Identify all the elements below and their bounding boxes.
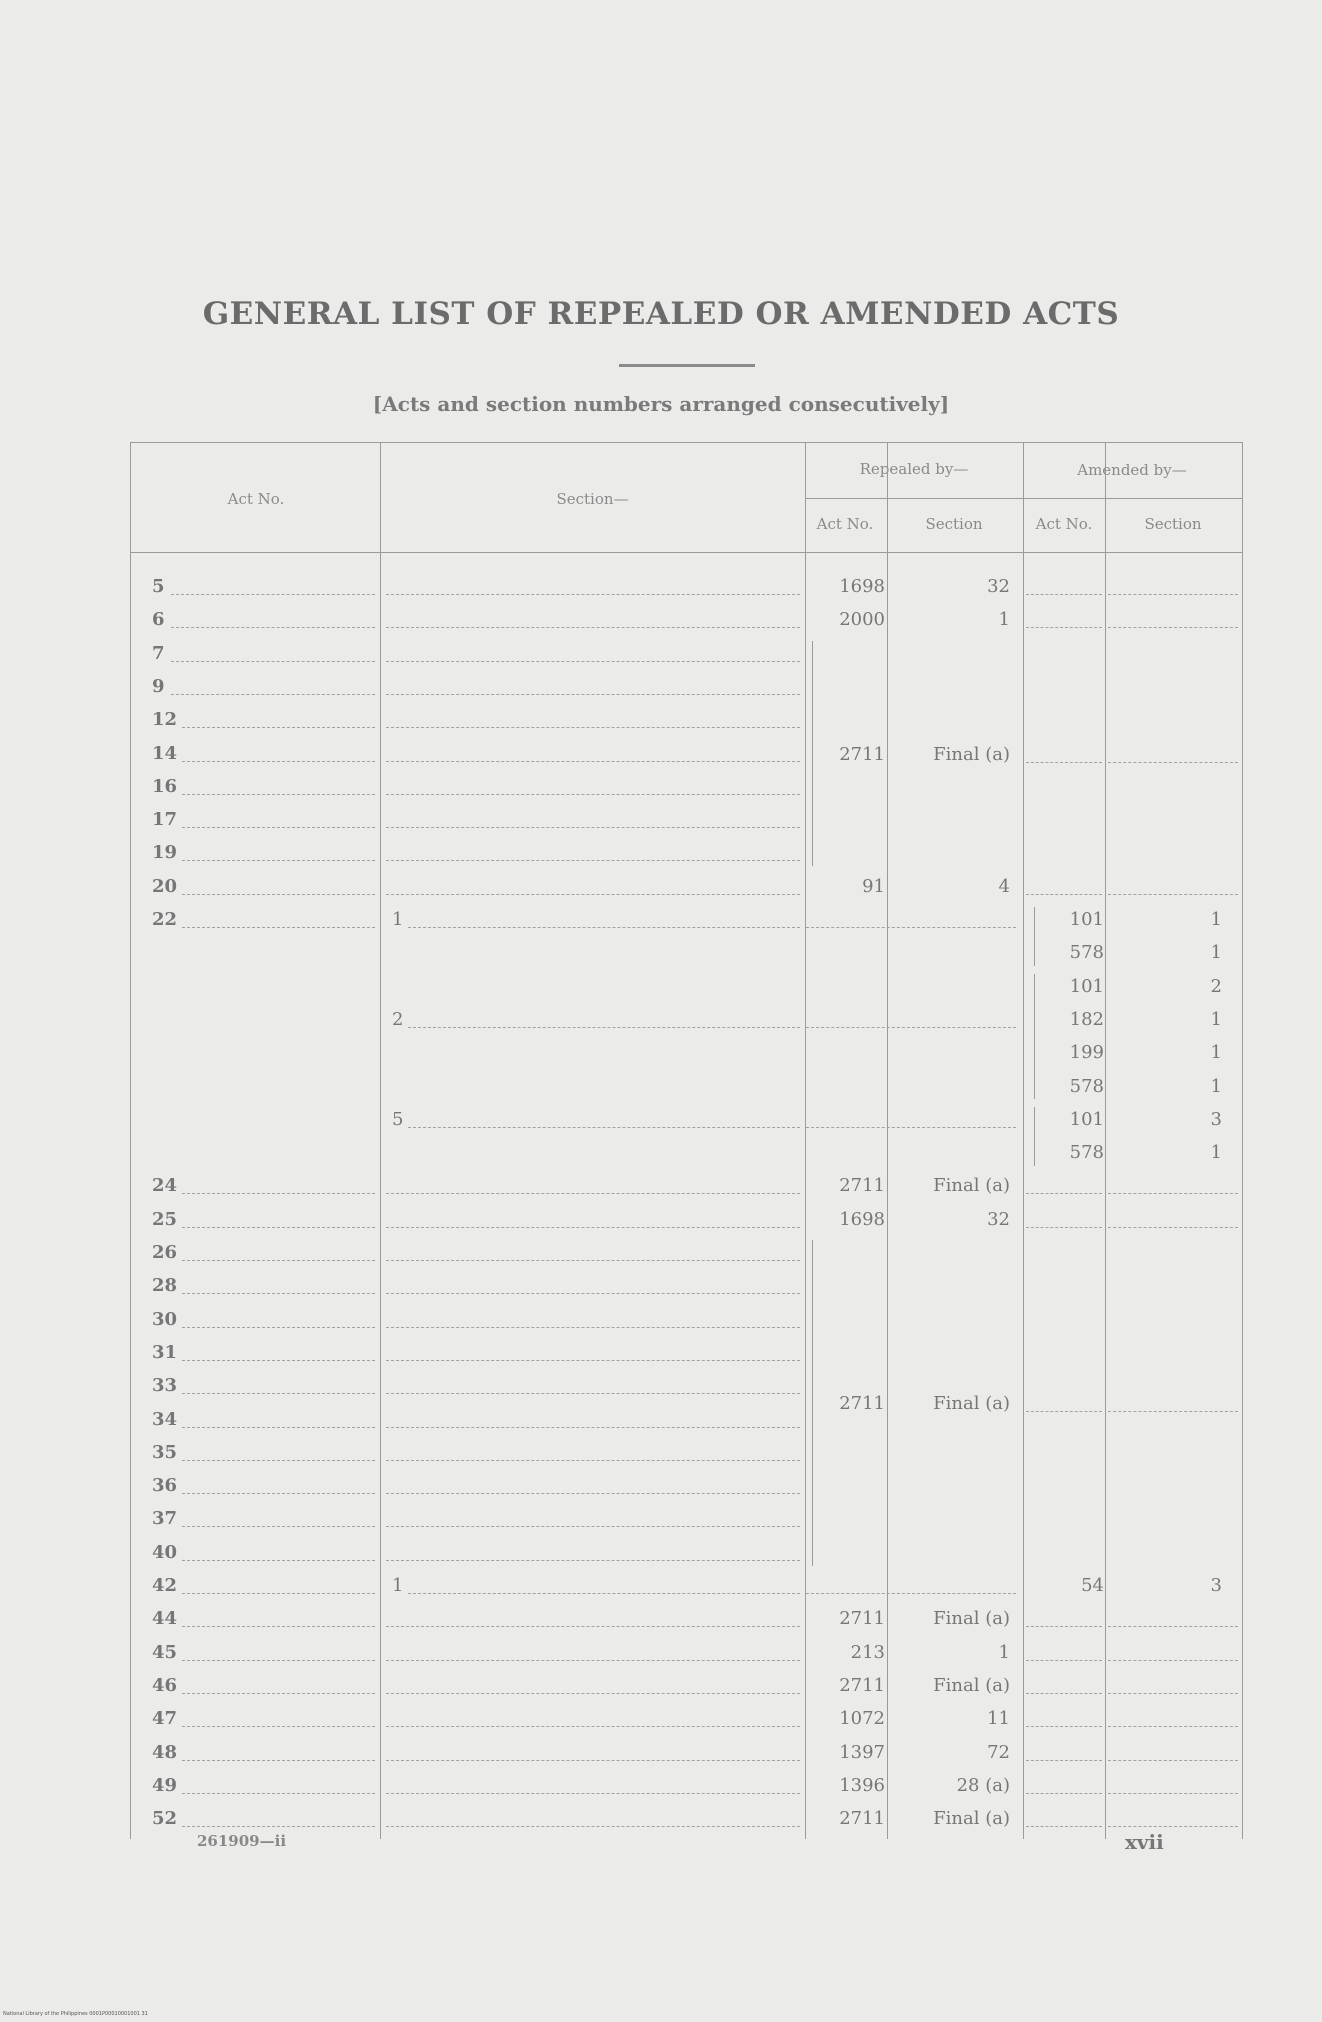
table-top-rule — [130, 442, 1242, 443]
leader-dots — [408, 1027, 800, 1028]
table-right-rule — [1242, 442, 1243, 1839]
leader-dots — [1026, 1826, 1102, 1827]
leader-dots — [1026, 594, 1102, 595]
leader-dots — [386, 694, 800, 695]
repealed-act-no: 2711 — [839, 1608, 885, 1630]
leader-dots — [1108, 1660, 1238, 1661]
repealed-section: Final (a) — [933, 743, 1010, 765]
repealed-section: Final (a) — [933, 1608, 1010, 1630]
repealed-act-no: 1698 — [839, 1208, 885, 1230]
footer-sheet-code: 261909—ii — [197, 1832, 287, 1850]
amended-section: 1 — [1210, 909, 1222, 930]
repealed-act-no: 1397 — [839, 1741, 885, 1763]
act-number: 17 — [152, 809, 178, 831]
scan-attribution: National Library of the Philippines 0001P00010001001 31 — [3, 2011, 148, 2017]
leader-dots — [386, 894, 800, 895]
leader-dots — [386, 1693, 800, 1694]
leader-dots — [386, 1293, 800, 1294]
amended-section: 3 — [1210, 1575, 1222, 1596]
repealed-section: 11 — [987, 1708, 1010, 1730]
leader-dots — [1108, 1826, 1238, 1827]
leader-dots — [1108, 1193, 1238, 1194]
amended-act-no: 578 — [1069, 1075, 1104, 1097]
leader-dots — [386, 1427, 800, 1428]
leader-dots — [171, 594, 375, 595]
leader-dots — [182, 794, 375, 795]
act-number: 5 — [152, 576, 165, 597]
act-number: 52 — [152, 1808, 178, 1830]
leader-dots — [386, 827, 800, 828]
leader-dots — [386, 1193, 800, 1194]
leader-dots — [386, 1526, 800, 1527]
section-number: 1 — [392, 1575, 404, 1596]
repealed-section: 1 — [998, 609, 1010, 631]
act-number: 14 — [152, 742, 178, 764]
act-number: 24 — [152, 1175, 178, 1197]
leader-dots — [182, 1760, 375, 1761]
act-number: 33 — [152, 1375, 178, 1397]
leader-dots — [1108, 762, 1238, 763]
leader-dots — [1108, 1227, 1238, 1228]
leader-dots — [182, 1826, 375, 1827]
brace-bracket — [1034, 1107, 1035, 1166]
leader-dots — [806, 1593, 1016, 1594]
leader-dots — [182, 1593, 375, 1594]
leader-dots — [386, 1327, 800, 1328]
leader-dots — [182, 860, 375, 861]
leader-dots — [182, 827, 375, 828]
leader-dots — [182, 1327, 375, 1328]
leader-dots — [386, 1660, 800, 1661]
act-number: 9 — [152, 675, 165, 697]
act-number: 22 — [152, 909, 178, 930]
amended-section: 1 — [1210, 1075, 1222, 1097]
repealed-section: 28 (a) — [956, 1774, 1010, 1796]
section-number: 2 — [392, 1008, 404, 1030]
header-repealed-section: Section — [925, 515, 983, 533]
leader-dots — [1108, 1726, 1238, 1727]
act-number: 48 — [152, 1741, 178, 1763]
act-number: 31 — [152, 1341, 178, 1363]
leader-dots — [1026, 1626, 1102, 1627]
leader-dots — [386, 1460, 800, 1461]
header-amended-by: Amended by— — [1077, 461, 1187, 479]
leader-dots — [171, 661, 375, 662]
act-number: 20 — [152, 875, 178, 897]
header-section: Section— — [556, 490, 629, 508]
leader-dots — [806, 927, 1016, 928]
leader-dots — [182, 894, 375, 895]
act-number: 47 — [152, 1708, 178, 1730]
leader-dots — [182, 1693, 375, 1694]
act-number: 16 — [152, 775, 178, 797]
amended-act-no: 578 — [1069, 1142, 1104, 1164]
leader-dots — [408, 1127, 800, 1128]
leader-dots — [1026, 1193, 1102, 1194]
leader-dots — [182, 1193, 375, 1194]
leader-dots — [386, 1493, 800, 1494]
leader-dots — [386, 761, 800, 762]
repealed-act-no: 213 — [850, 1641, 885, 1663]
leader-dots — [182, 727, 375, 728]
leader-dots — [182, 1660, 375, 1661]
leader-dots — [408, 1593, 800, 1594]
act-number: 25 — [152, 1208, 178, 1230]
repealed-act-no: 91 — [862, 875, 885, 897]
repealed-act-no: 2711 — [839, 1808, 885, 1830]
amended-act-no: 578 — [1069, 942, 1104, 964]
act-number: 40 — [152, 1541, 178, 1563]
leader-dots — [182, 1726, 375, 1727]
brace-bracket — [1034, 974, 1035, 1100]
leader-dots — [1026, 894, 1102, 895]
repealed-act-no: 1396 — [839, 1774, 885, 1796]
amended-act-no: 101 — [1069, 909, 1104, 930]
leader-dots — [182, 1460, 375, 1461]
leader-dots — [1026, 762, 1102, 763]
leader-dots — [386, 1826, 800, 1827]
header-act-no: Act No. — [227, 490, 285, 508]
act-number: 30 — [152, 1308, 178, 1330]
amended-act-no: 182 — [1069, 1008, 1104, 1030]
act-number: 7 — [152, 642, 165, 664]
act-number: 28 — [152, 1275, 178, 1297]
leader-dots — [182, 1493, 375, 1494]
leader-dots — [171, 694, 375, 695]
page-number: xvii — [1125, 1830, 1164, 1854]
leader-dots — [386, 1560, 800, 1561]
act-number: 37 — [152, 1508, 178, 1530]
leader-dots — [182, 1260, 375, 1261]
repealed-act-no: 2000 — [839, 609, 885, 631]
leader-dots — [386, 794, 800, 795]
amended-section: 1 — [1210, 1042, 1222, 1064]
leader-dots — [386, 1360, 800, 1361]
section-number: 1 — [392, 909, 404, 930]
brace-bracket — [1034, 907, 1035, 966]
leader-dots — [386, 1227, 800, 1228]
section-repealed-rule — [805, 442, 806, 1839]
repealed-section: Final (a) — [933, 1392, 1010, 1414]
amended-section: 1 — [1210, 1008, 1222, 1030]
leader-dots — [386, 1726, 800, 1727]
repealed-act-no: 2711 — [839, 1175, 885, 1197]
repealed-section: Final (a) — [933, 1175, 1010, 1197]
leader-dots — [386, 1626, 800, 1627]
leader-dots — [1026, 1693, 1102, 1694]
leader-dots — [386, 1393, 800, 1394]
repealed-act-no: 2711 — [839, 743, 885, 765]
leader-dots — [1026, 627, 1102, 628]
leader-dots — [1026, 1411, 1102, 1412]
leader-dots — [182, 1393, 375, 1394]
leader-dots — [386, 860, 800, 861]
act-number: 45 — [152, 1641, 178, 1663]
act-number: 34 — [152, 1408, 178, 1430]
act-number: 35 — [152, 1441, 178, 1463]
leader-dots — [1108, 1693, 1238, 1694]
amended-act-no: 101 — [1069, 975, 1104, 997]
section-number: 5 — [392, 1108, 404, 1130]
act-number: 49 — [152, 1774, 178, 1796]
leader-dots — [182, 1793, 375, 1794]
header-amended-act-no: Act No. — [1035, 515, 1093, 533]
header-bottom-rule — [130, 552, 1242, 553]
repealed-act-no: 1072 — [839, 1708, 885, 1730]
page-title: GENERAL LIST OF REPEALED OR AMENDED ACTS — [202, 296, 1120, 332]
leader-dots — [1026, 1726, 1102, 1727]
act-number: 46 — [152, 1674, 178, 1696]
amended-section: 1 — [1210, 1142, 1222, 1164]
leader-dots — [171, 627, 375, 628]
leader-dots — [1108, 1760, 1238, 1761]
repealed-act-no: 2711 — [839, 1392, 885, 1414]
repealed-section: 1 — [998, 1641, 1010, 1663]
act-number: 6 — [152, 609, 165, 631]
title-rule — [619, 364, 755, 367]
leader-dots — [1108, 627, 1238, 628]
leader-dots — [182, 1293, 375, 1294]
leader-dots — [386, 727, 800, 728]
repealed-act-no: 2711 — [839, 1674, 885, 1696]
leader-dots — [182, 1427, 375, 1428]
amended-section: 2 — [1210, 975, 1222, 997]
repealed-section: Final (a) — [933, 1674, 1010, 1696]
repealed-section: 72 — [987, 1741, 1010, 1763]
leader-dots — [1108, 1626, 1238, 1627]
leader-dots — [182, 1560, 375, 1561]
amended-section: 1 — [1210, 942, 1222, 964]
act-number: 12 — [152, 709, 178, 731]
table-left-rule — [130, 442, 131, 1839]
leader-dots — [386, 627, 800, 628]
leader-dots — [806, 1127, 1016, 1128]
leader-dots — [1108, 894, 1238, 895]
leader-dots — [1108, 1411, 1238, 1412]
leader-dots — [182, 761, 375, 762]
leader-dots — [386, 594, 800, 595]
act-number: 26 — [152, 1242, 178, 1263]
amended-act-no: 199 — [1069, 1042, 1104, 1064]
leader-dots — [408, 927, 800, 928]
leader-dots — [386, 1793, 800, 1794]
leader-dots — [806, 1027, 1016, 1028]
repealed-inner-rule — [887, 442, 888, 1839]
leader-dots — [182, 927, 375, 928]
leader-dots — [386, 1260, 800, 1261]
repealed-section: 32 — [987, 1208, 1010, 1230]
repealed-section: Final (a) — [933, 1808, 1010, 1830]
amended-act-no: 54 — [1081, 1575, 1104, 1596]
amended-section: 3 — [1210, 1108, 1222, 1130]
repealed-act-no: 1698 — [839, 576, 885, 597]
act-number: 36 — [152, 1475, 178, 1497]
leader-dots — [1108, 1793, 1238, 1794]
leader-dots — [182, 1626, 375, 1627]
leader-dots — [182, 1360, 375, 1361]
header-amended-section: Section — [1144, 515, 1202, 533]
act-number: 42 — [152, 1575, 178, 1596]
leader-dots — [1026, 1227, 1102, 1228]
header-repealed-act-no: Act No. — [816, 515, 874, 533]
act-number: 19 — [152, 842, 178, 864]
amended-inner-rule — [1105, 442, 1106, 1839]
amended-act-no: 101 — [1069, 1108, 1104, 1130]
repealed-section: 32 — [987, 576, 1010, 597]
leader-dots — [1026, 1660, 1102, 1661]
page-subtitle: [Acts and section numbers arranged consecutively] — [372, 392, 950, 416]
repealed-section: 4 — [998, 875, 1010, 897]
header-repealed-by: Repealed by— — [859, 460, 969, 478]
leader-dots — [182, 1526, 375, 1527]
act-section-rule — [380, 442, 381, 1839]
leader-dots — [1026, 1760, 1102, 1761]
leader-dots — [386, 661, 800, 662]
leader-dots — [182, 1227, 375, 1228]
leader-dots — [1026, 1793, 1102, 1794]
repealed-amended-rule — [1023, 442, 1024, 1839]
leader-dots — [1108, 594, 1238, 595]
act-number: 44 — [152, 1608, 178, 1630]
leader-dots — [386, 1760, 800, 1761]
